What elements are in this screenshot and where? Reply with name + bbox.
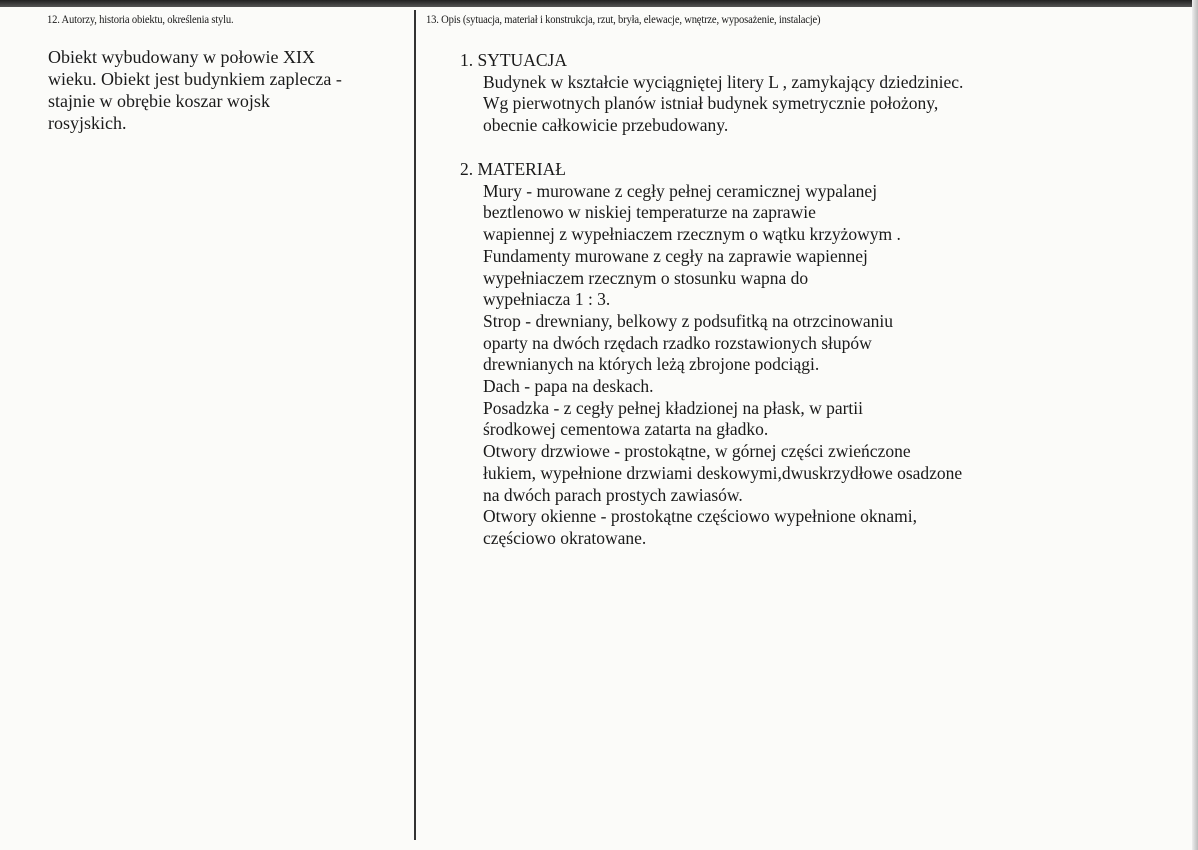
text-line: wypełniacza 1 : 3. (483, 289, 611, 310)
field-13-header: 13. Opis (sytuacja, materiał i konstrukcja, rzut, bryła, elewacje, wnętrze, wyposażenie, instalacje) (426, 14, 821, 26)
text-line: Obiekt wybudowany w połowie XIX (48, 47, 315, 67)
text-line: oparty na dwóch rzędach rzadko rozstawionych słupów (483, 332, 872, 353)
history-text (48, 46, 418, 134)
column-divider (414, 10, 416, 840)
section-situation (460, 50, 963, 137)
text-line: Otwory drzwiowe - prostokątne, w górnej części zwieńczone (483, 441, 911, 462)
text-line: na dwóch parach prostych zawiasów. (483, 484, 743, 505)
field-12-header: 12. Autorzy, historia obiektu, określenia stylu. (47, 14, 234, 26)
text-line: środkowej cementowa zatarta na gładko. (483, 419, 769, 440)
section-material (460, 159, 962, 550)
text-line: Otwory okienne - prostokątne częściowo wypełnione oknami, (483, 506, 917, 527)
text-line: wapiennej z wypełniaczem rzecznym o wątku krzyżowym . (483, 224, 901, 245)
text-line: wieku. Obiekt jest budynkiem zaplecza - (48, 69, 342, 89)
text-line: Dach - papa na deskach. (483, 376, 654, 397)
text-line: łukiem, wypełnione drzwiami deskowymi,dwuskrzydłowe osadzone (483, 462, 963, 483)
text-line: Wg pierwotnych planów istniał budynek symetrycznie położony, (483, 93, 939, 114)
section-title: 1. SYTUACJA (460, 50, 567, 70)
text-line: beztlenowo w niskiej temperaturze na zaprawie (483, 202, 816, 223)
text-line: Budynek w kształcie wyciągniętej litery L , zamykający dziedziniec. (483, 71, 964, 92)
text-line: wypełniaczem rzecznym o stosunku wapna do (483, 267, 809, 288)
text-line: drewnianych na których leżą zbrojone podciągi. (483, 354, 820, 375)
text-line: Fundamenty murowane z cegły na zaprawie wapiennej (483, 245, 868, 266)
text-line: Strop - drewniany, belkowy z podsufitką na otrzcinowaniu (483, 310, 894, 331)
section-title: 2. MATERIAŁ (460, 159, 566, 179)
scan-top-edge (0, 0, 1198, 7)
text-line: stajnie w obrębie koszar wojsk (48, 91, 270, 111)
text-line: częściowo okratowane. (483, 527, 647, 548)
text-line: Posadzka - z cegły pełnej kładzionej na płask, w partii (483, 397, 864, 418)
text-line: rosyjskich. (48, 113, 127, 133)
scan-right-edge (1192, 0, 1198, 850)
text-line: obecnie całkowicie przebudowany. (483, 115, 729, 136)
text-line: Mury - murowane z cegły pełnej ceramicznej wypalanej (483, 180, 878, 201)
